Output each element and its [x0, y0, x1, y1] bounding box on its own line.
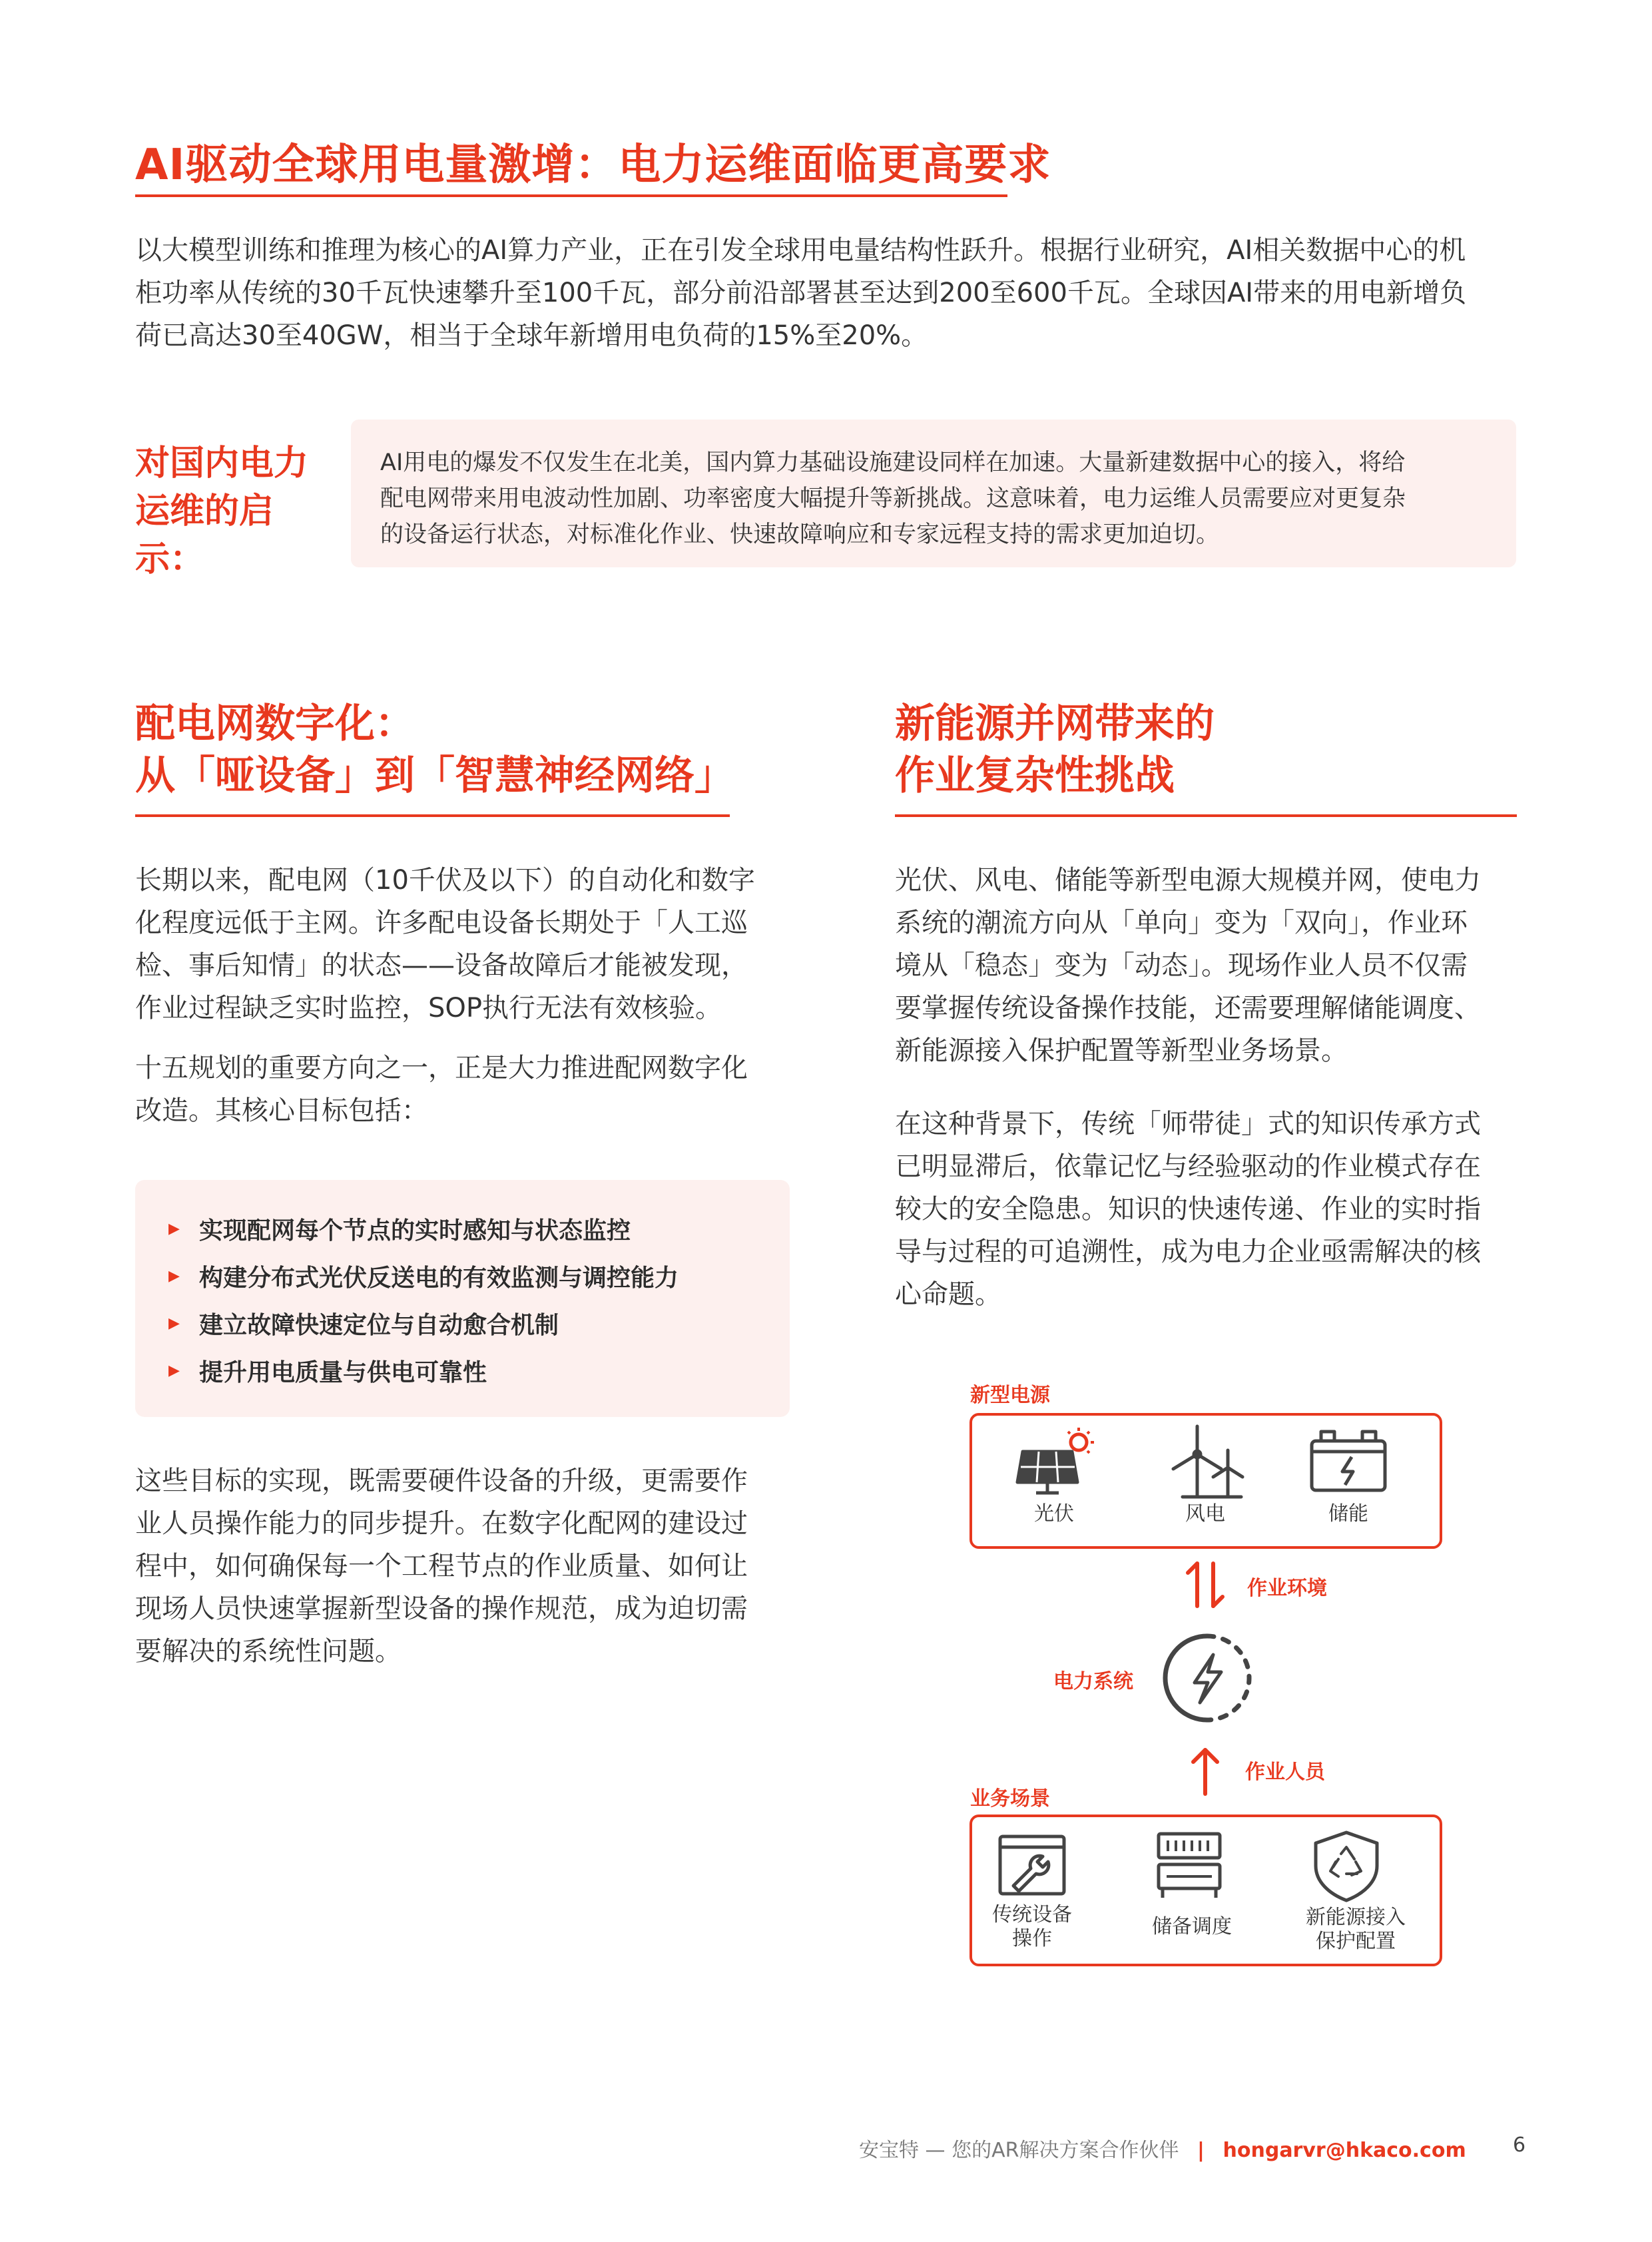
triangle-bullet-icon: ▶ — [168, 1221, 180, 1237]
right-p2-line: 心命题。 — [895, 1279, 1001, 1310]
left-p1-line: 化程度远低于主网。许多配电设备长期处于「人工巡 — [135, 908, 748, 938]
bottom-item-label — [1289, 1906, 1422, 1954]
intro-line: 荷已高达30至40GW，相当于全球年新增用电负荷的15%至20%。 — [135, 320, 928, 351]
left-title-line: 配电网数字化： — [135, 701, 415, 747]
left-p3-line: 现场人员快速掌握新型设备的操作规范，成为迫切需 — [135, 1593, 748, 1624]
server-rack-icon — [1148, 1828, 1231, 1902]
left-section-title — [135, 698, 801, 802]
goal-text: 构建分布式光伏反送电的有效监测与调控能力 — [199, 1264, 679, 1292]
intro-paragraph — [135, 229, 1520, 357]
arrow2-label: 作业人员 — [1245, 1761, 1325, 1784]
goal-item — [168, 1253, 756, 1300]
footer-separator: | — [1197, 2139, 1205, 2162]
top-item-label: 风电 — [1185, 1502, 1225, 1526]
right-p1-line: 系统的潮流方向从「单向」变为「双向」，作业环 — [895, 908, 1468, 938]
page-number: 6 — [1513, 2133, 1526, 2157]
callout-label — [135, 439, 342, 583]
left-title-line: 从「哑设备」到「智慧神经网络」 — [135, 752, 734, 799]
footer-tagline: 安宝特 — 您的AR解决方案合作伙伴 — [859, 2139, 1179, 2162]
top-item-label: 储能 — [1328, 1502, 1368, 1526]
left-p3-line: 程中，如何确保每一个工程节点的作业质量、如何让 — [135, 1551, 748, 1581]
bottom-item-label: 储备调度 — [1152, 1915, 1232, 1938]
left-p1-line: 作业过程缺乏实时监控，SOP执行无法有效核验。 — [135, 993, 722, 1023]
callout-box — [351, 420, 1516, 567]
left-paragraph-2 — [135, 1047, 801, 1132]
diagram-bottom-group-title: 业务场景 — [970, 1787, 1050, 1811]
top-item-label: 光伏 — [1034, 1502, 1074, 1526]
right-title-line: 作业复杂性挑战 — [895, 752, 1175, 799]
callout-line: 的设备运行状态，对标准化作业、快速故障响应和专家远程支持的需求更加迫切。 — [380, 521, 1220, 548]
left-paragraph-1 — [135, 859, 801, 1029]
left-p3-line: 要解决的系统性问题。 — [135, 1636, 402, 1667]
callout-label-line: 对国内电力 — [135, 443, 309, 483]
diagram-top-group-title: 新型电源 — [970, 1384, 1050, 1407]
right-p2-line: 已明显滞后，依靠记忆与经验驱动的作业模式存在 — [895, 1151, 1481, 1182]
recycle-shield-icon — [1305, 1828, 1388, 1903]
right-p2-line: 在这种背景下，传统「师带徒」式的知识传承方式 — [895, 1109, 1481, 1139]
left-p3-line: 业人员操作能力的同步提升。在数字化配网的建设过 — [135, 1508, 748, 1539]
right-p1-line: 要掌握传统设备操作技能，还需要理解储能调度、 — [895, 993, 1481, 1023]
power-lightning-icon — [1157, 1628, 1257, 1728]
goal-item — [168, 1205, 756, 1253]
left-p1-line: 长期以来，配电网（10千伏及以下）的自动化和数字 — [135, 865, 755, 896]
bottom-item-label-line: 操作 — [1012, 1927, 1052, 1950]
goals-box — [135, 1180, 790, 1417]
right-paragraph-2 — [895, 1103, 1521, 1316]
triangle-bullet-icon: ▶ — [168, 1315, 180, 1332]
goal-text: 建立故障快速定位与自动愈合机制 — [199, 1312, 559, 1339]
right-title-underline — [895, 814, 1517, 817]
battery-icon — [1305, 1425, 1392, 1498]
left-p2-line: 改造。其核心目标包括： — [135, 1095, 428, 1126]
goal-item — [168, 1347, 756, 1394]
intro-line: 柜功率从传统的30千瓦快速攀升至100千瓦，部分前沿部署甚至达到200至600千瓦。全球因AI带来的用电新增负 — [135, 278, 1467, 308]
callout-label-line: 运维的启示： — [135, 491, 274, 579]
right-p2-line: 较大的安全隐患。知识的快速传递、作业的实时指 — [895, 1194, 1481, 1225]
bidirectional-arrow-icon — [1183, 1558, 1229, 1611]
goal-item — [168, 1300, 756, 1347]
solar-panel-icon — [1011, 1425, 1097, 1498]
wind-turbine-icon — [1163, 1422, 1249, 1502]
bottom-item-label-line: 保护配置 — [1316, 1930, 1396, 1953]
intro-line: 以大模型训练和推理为核心的AI算力产业，正在引发全球用电量结构性跃升。根据行业研究，AI相关数据中心的机 — [135, 235, 1466, 266]
left-title-underline — [135, 814, 730, 817]
section-title-underline — [135, 194, 1007, 197]
left-paragraph-3 — [135, 1460, 801, 1673]
footer-email-link[interactable]: hongarvr@hkaco.com — [1223, 2139, 1466, 2162]
arrow1-label: 作业环境 — [1247, 1577, 1327, 1600]
footer-bar — [859, 2133, 1466, 2163]
right-p1-line: 光伏、风电、储能等新型电源大规模并网，使电力 — [895, 865, 1481, 896]
wrench-window-icon — [991, 1831, 1073, 1900]
callout-line: AI用电的爆发不仅发生在北美，国内算力基础设施建设同样在加速。大量新建数据中心的接入，将给 — [380, 449, 1406, 476]
left-p1-line: 检、事后知情」的状态——设备故障后才能被发现， — [135, 950, 748, 981]
center-label: 电力系统 — [1053, 1670, 1133, 1693]
right-p2-line: 导与过程的可追溯性，成为电力企业亟需解决的核 — [895, 1237, 1481, 1267]
bottom-item-label-line: 新能源接入 — [1306, 1906, 1406, 1929]
goal-text: 实现配网每个节点的实时感知与状态监控 — [199, 1217, 631, 1245]
callout-line: 配电网带来用电波动性加剧、功率密度大幅提升等新挑战。这意味着，电力运维人员需要应对更复杂 — [380, 485, 1406, 512]
right-p1-line: 新能源接入保护配置等新型业务场景。 — [895, 1035, 1348, 1066]
left-p2-line: 十五规划的重要方向之一，正是大力推进配网数字化 — [135, 1053, 748, 1083]
up-arrow-icon — [1185, 1745, 1225, 1798]
triangle-bullet-icon: ▶ — [168, 1268, 180, 1284]
right-p1-line: 境从「稳态」变为「动态」。现场作业人员不仅需 — [895, 950, 1468, 981]
goal-text: 提升用电质量与供电可靠性 — [199, 1359, 487, 1386]
right-section-title — [895, 698, 1521, 802]
right-paragraph-1 — [895, 859, 1521, 1072]
right-title-line: 新能源并网带来的 — [895, 701, 1215, 747]
bottom-item-label — [972, 1903, 1092, 1951]
bottom-item-label-line: 传统设备 — [992, 1903, 1072, 1926]
left-p3-line: 这些目标的实现，既需要硬件设备的升级，更需要作 — [135, 1466, 748, 1496]
section-title-ai-power: AI驱动全球用电量激增：电力运维面临更高要求 — [135, 140, 1051, 190]
triangle-bullet-icon: ▶ — [168, 1362, 180, 1379]
